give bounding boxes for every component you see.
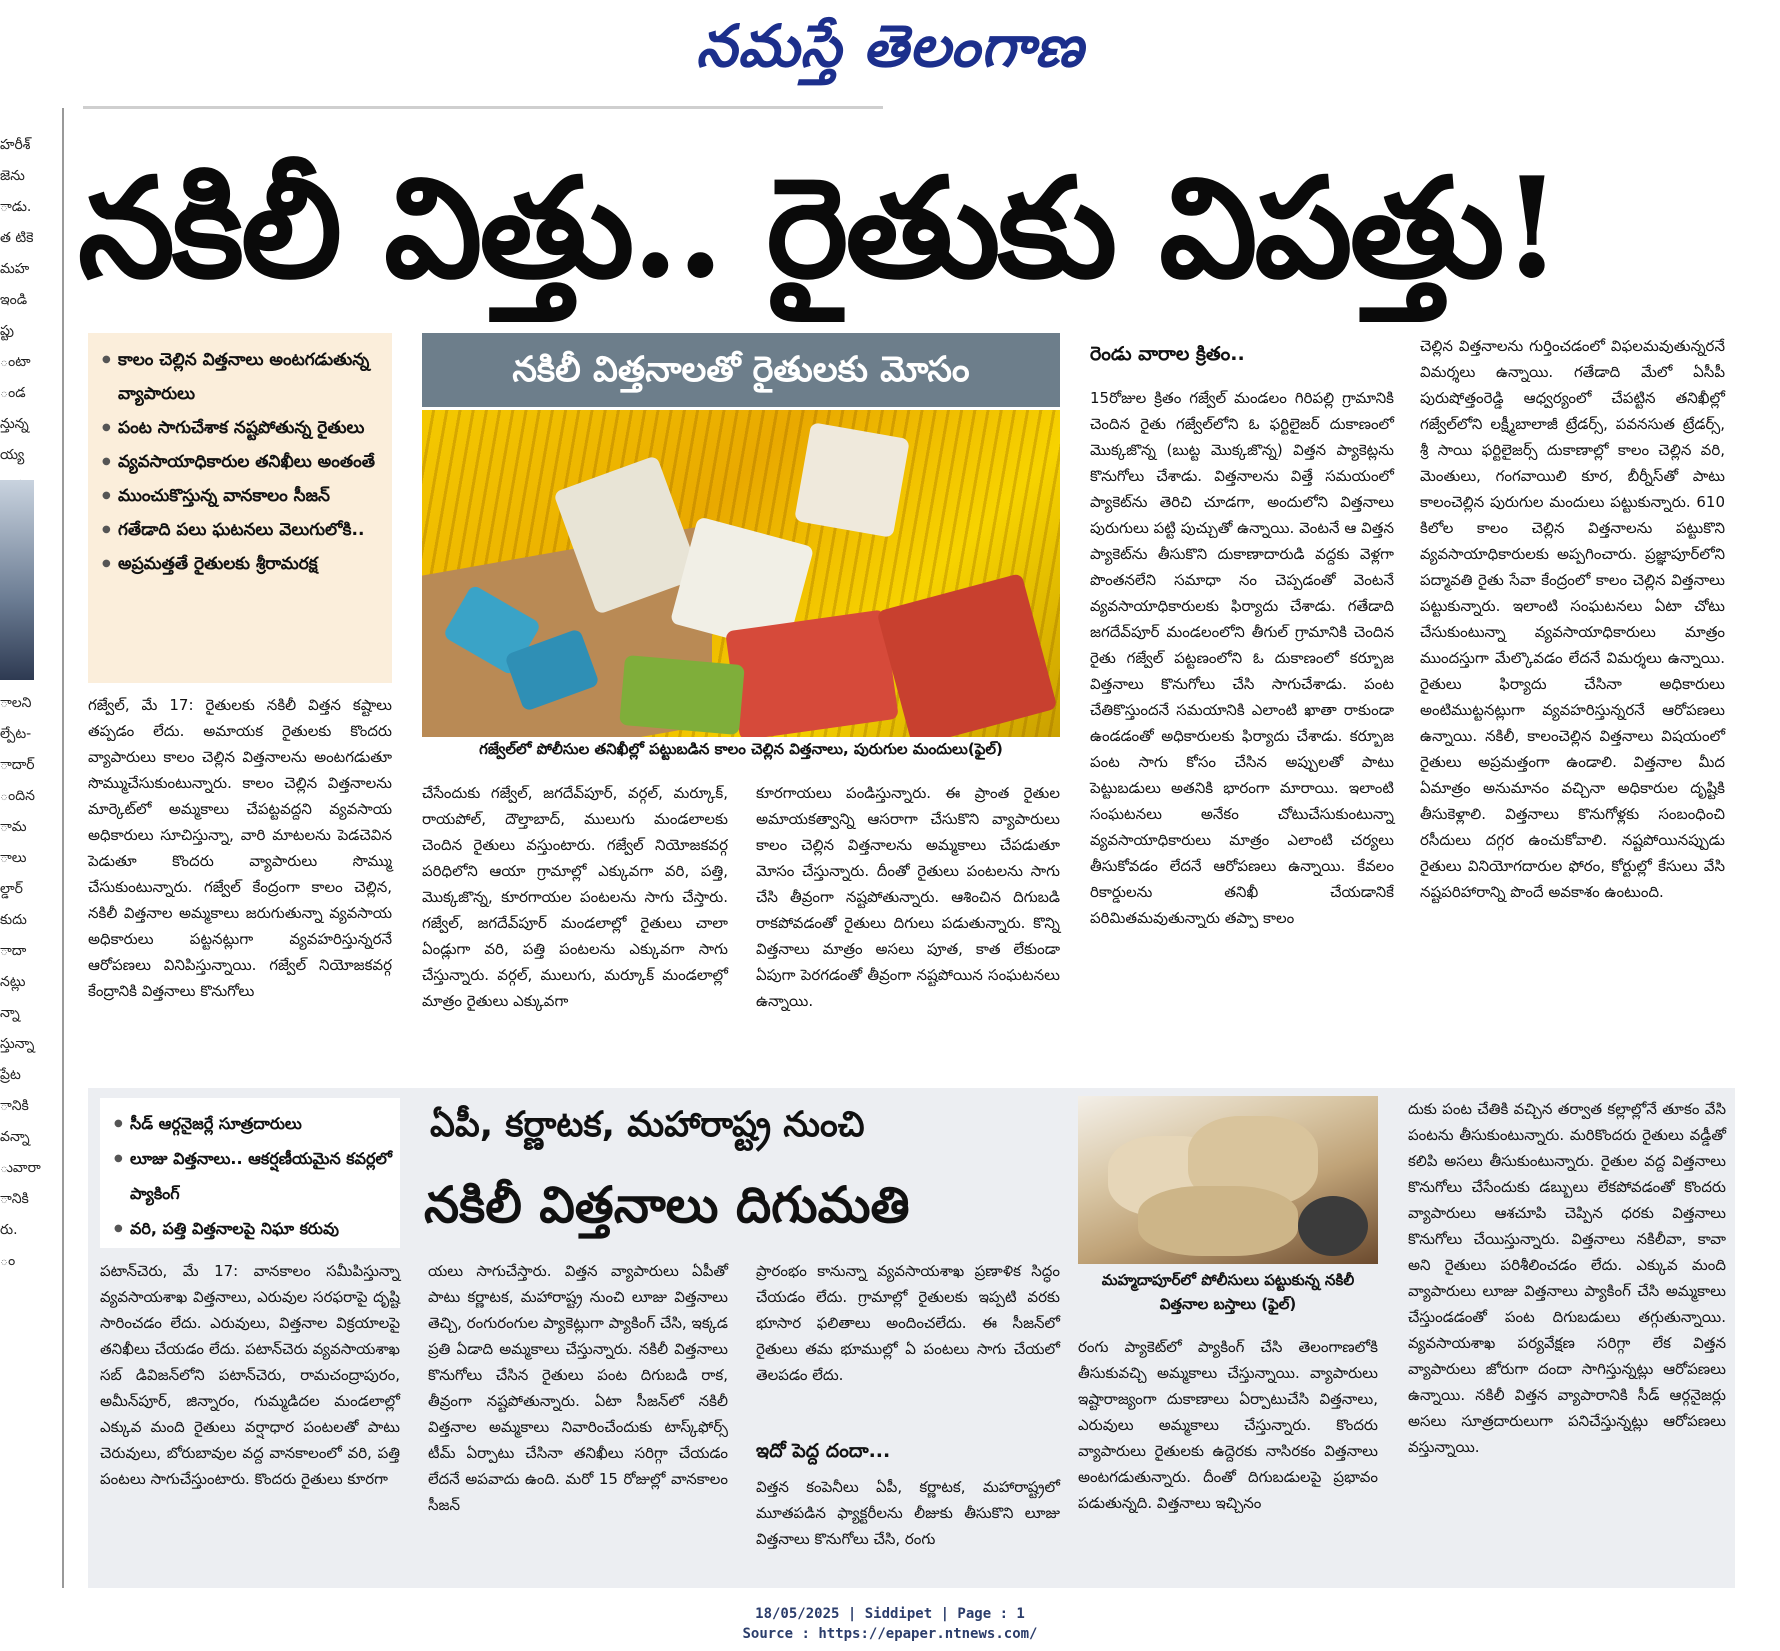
left-column-fragment: ంటా	[0, 354, 31, 370]
footer-source-line: Source : https://epaper.ntnews.com/	[742, 1626, 1038, 1642]
left-column-fragment: ాలని	[0, 695, 32, 711]
highlight-item: ● పంట సాగుచేశాక నష్టపోతున్న రైతులు	[118, 411, 382, 445]
left-column-fragment: మహ	[0, 261, 30, 277]
left-column-fragment: హరీశ్	[0, 137, 31, 153]
left-column-fragment: నట్లు	[0, 974, 26, 990]
highlights-box-2	[100, 1098, 400, 1248]
story2-column-1: పటాన్‌చెరు, మే 17: వానకాలం సమీపిస్తున్నా వ్యవసాయశాఖ విత్తనాలు, ఎరువుల సరఫరాపై దృష్టి సారించడం లేదు. ఎరువులు, విత్తనాల విక్రయాలపై తనిఖీలు చేయడం లేదు. పటాన్‌చెరు వ్యవసాయశాఖ సబ్ డివిజన్‌లోని పటాన్‌చెరు, రామచంద్రాపురం, అమీన్‌పూర్, జిన్నారం, గుమ్మడిదల మండలాల్లో ఎక్కువ మంది రైతులు వర్షాధార పంటలతో పాటు చెరువులు, బోరుబావుల వద్ద వానకాలంలో వరి, పత్తి పంటలు సాగుచేస్తుంటారు. కొందరు రైతులు కూరగా	[100, 1262, 400, 1488]
left-column-fragment: వన్నా	[0, 1129, 30, 1145]
highlight-item: ● సీడ్ ఆర్గనైజర్లే సూత్రదారులు	[130, 1106, 392, 1141]
left-column-fragment: ాడు.	[0, 199, 32, 215]
left-column-fragment: ాదార్	[0, 757, 35, 773]
photo-caption: గజ్వేల్‌లో పోలీసుల తనిఖీల్లో పట్టుబడిన కాలం చెల్లిన విత్తనాలు, పురుగుల మందులు(ఫైల్)	[479, 740, 1003, 758]
left-column-fragment: ానికి	[0, 1191, 29, 1207]
main-headline: నకిలీ విత్తు.. రైతుకు విపత్తు!	[78, 146, 1560, 309]
story1-column-5: చెల్లిన విత్తనాలను గుర్తించడంలో విఫలమవుతున్నరనే విమర్శలు ఉన్నాయి. గతేడాది మేలో ఏసీపీ పురుషోత్తంరెడ్డి ఆధ్వర్యంలో చేపట్టిన తనిఖీల్లో గజ్వేల్‌లోని లక్ష్మీబాలాజీ ట్రేడర్స్, పవనసుత ట్రేడర్స్, శ్రీ సాయి ఫర్టిలైజర్స్ దుకాణాల్లో కాలం చెల్లిన వరి, మెంతులు, గంగవాయిలి కూర, బీర్నీస్‌తో పాటు కాలంచెల్లిన పురుగుల మందులు పట్టుకున్నారు. 610 కిలోల కాలం చెల్లిన విత్తనాలను పట్టుకొని వ్యవసాయాధికారులకు అప్పగించారు. ప్రజ్ఞాపూర్‌లోని పద్మావతి రైతు సేవా కేంద్రంలో కాలం చెల్లిన విత్తనాలు పట్టుకున్నారు. ఇలాంటి సంఘటనలు ఏటా చోటు చేసుకుంటున్నా వ్యవసాయాధికారులు మాత్రం ముందస్తుగా మేల్కొవడం లేదనే విమర్శలు ఉన్నాయి. రైతులు ఫిర్యాదు చేసినా అధికారులు అంటిముట్టనట్లుగా వ్యవహరిస్తున్నరనే ఆరోపణలు ఉన్నాయి. నకిలీ, కాలంచెల్లిన విత్తనాలు విషయంలో రైతులు అప్రమత్తంగా ఉండాలి. విత్తనాల మీద ఏమాత్రం అనుమానం వచ్చినా అధికారుల దృష్టికి తీసుకెళ్లాలి. విత్తనాలు కొనుగోళ్లకు సంబంధించి రసీదులు దగ్గర ఉంచుకోవాలి. నష్టపోయినప్పుడు రైతులు వినియోగదారుల ఫోరం, కోర్టుల్లో కేసులు వేసి నష్టపరిహారాన్ని పొందే అవకాశం ఉంటుంది.	[1420, 337, 1725, 901]
left-column-fragment: స్తున్నా	[0, 1036, 35, 1052]
left-column-fragment: ం	[0, 1253, 16, 1269]
highlight-item: ● గతేడాది పలు ఘటనలు వెలుగులోకి..	[118, 513, 382, 547]
column-divider	[62, 108, 64, 1588]
left-column-fragment: ప్టు	[0, 323, 14, 339]
left-column-fragment: ువారా	[0, 1160, 41, 1176]
highlight-item: ● లూజు విత్తనాలు.. ఆకర్షణీయమైన కవర్లలో ప్యాకింగ్	[130, 1141, 392, 1211]
left-column-fragment: కుదు	[0, 912, 27, 928]
section-heading-2: ఇదో పెద్ద దందా...	[756, 1440, 891, 1462]
seized-seeds-photo	[422, 410, 1060, 737]
highlight-item: ● వ్యవసాయాధికారుల తనిఖీలు అంతంతే	[118, 445, 382, 479]
left-column-fragment: య్య	[0, 447, 25, 463]
story2-column-4: రంగు ప్యాకెట్‌లో ప్యాకింగ్ చేసి తెలంగాణలోకి తీసుకువచ్చి అమ్మకాలు చేస్తున్నాయి. వ్యాపారులు ఇష్టారాజ్యంగా దుకాణాలు ఏర్పాటుచేసి విత్తనాలు, ఎరువులు అమ్మకాలు చేస్తున్నారు. కొందరు వ్యాపారులు రైతులకు ఉద్దెరకు నాసిరకం విత్తనాలు అంటగడుతున్నారు. దీంతో దిగుబడులపై ప్రభావం పడుతున్నది. విత్తనాలు ఇచ్చినం	[1078, 1338, 1378, 1512]
story2-column-5: దుకు పంట చేతికి వచ్చిన తర్వాత కల్లాల్లోనే తూకం వేసి పంటను తీసుకుంటున్నారు. మరికొందరు రైతులు వడ్డీతో కలిపి అసలు తీసుకుంటున్నారు. రైతుల వద్ద విత్తనాలు కొనుగోలు చేసేందుకు డబ్బులు లేకపోవడంతో కొందరు వ్యాపారులు ఆశచూపి చెప్పిన ధరకు విత్తనాలు కొనుగోలు చేయిస్తున్నారు. విత్తనాలు నకిలీవా, కావా అని రైతులు పరిశీలించడం లేదు. ఎక్కువ మంది వ్యాపారులు లూజు విత్తనాలు ప్యాకింగ్ చేసి అమ్మకాలు చేస్తుండడంతో పంట దిగుబడులు తగ్గుతున్నాయి. వ్యవసాయశాఖ పర్యవేక్షణ సరిగ్గా లేక విత్తన వ్యాపారులు జోరుగా దందా సాగిస్తున్నట్లు ఆరోపణలు ఉన్నాయి. నకిలీ విత్తన వ్యాపారానికి సీడ్ ఆర్గనైజర్లు అసలు సూత్రదారులుగా పనిచేస్తున్నట్లు ఆరోపణలు వస్తున్నాయి.	[1408, 1100, 1726, 1456]
story1-column-3: కూరగాయలు పండిస్తున్నారు. ఈ ప్రాంత రైతుల అమాయకత్వాన్ని ఆసరాగా చేసుకొని వ్యాపారులు కాలం చెల్లిన విత్తనాలను అమ్మకాలు చేపడుతూ మోసం చేస్తున్నారు. దీంతో రైతులు పంటలను సాగు చేసి తీవ్రంగా నష్టపోతున్నారు. ఆశించిన దిగుబడి రాకపోవడంతో రైతులు దిగులు పడుతున్నారు. కొన్ని విత్తనాలు మాత్రం అసలు పూత, కాత లేకుండా ఏపుగా పెరగడంతో తీవ్రంగా నష్టపోయిన సంఘటనలు ఉన్నాయి.	[756, 784, 1060, 1010]
left-column-fragment: ఇండి	[0, 292, 28, 308]
left-column-fragment: న్నా	[0, 1005, 20, 1021]
top-divider	[83, 106, 883, 109]
highlight-item: ● కాలం చెల్లిన విత్తనాలు అంటగడుతున్న వ్యాపారులు	[118, 343, 382, 411]
footer-date-line: 18/05/2025 | Siddipet | Page : 1	[755, 1606, 1025, 1622]
left-column-fragment: ాదా	[0, 943, 27, 959]
left-column-fragment: న్తున్న	[0, 416, 29, 432]
left-column-photo	[0, 480, 34, 680]
section-heading: రెండు వారాల క్రితం..	[1090, 343, 1245, 365]
left-column-fragment: జెను	[0, 168, 25, 184]
left-column-fragments	[0, 130, 44, 1590]
seed-sacks-photo	[1078, 1096, 1378, 1264]
story2-column-3: ప్రారంభం కానున్నా వ్యవసాయశాఖ ప్రణాళిక సిద్ధం చేయడం లేదు. గ్రామాల్లో రైతులకు ఇప్పటి వరకు భూసార ఫలితాలు అందించలేదు. ఈ సీజన్‌లో రైతులు తమ భూముల్లో ఏ పంటలు సాగు చేయలో తెలపడం లేదు.	[756, 1262, 1060, 1384]
story2-column-3b: విత్తన కంపెనీలు ఏపీ, కర్ణాటక, మహారాష్ట్రలో మూతపడిన ఫ్యాక్టరీలను లీజుకు తీసుకొని లూజు విత్తనాలు కొనుగోలు చేసి, రంగు	[756, 1478, 1060, 1548]
story1-column-1: గజ్వేల్, మే 17: రైతులకు నకిలీ విత్తన కష్టాలు తప్పడం లేదు. అమాయక రైతులకు కొందరు వ్యాపారులు కాలం చెల్లిన విత్తనాలను అంటగడుతూ సొమ్ముచేసుకుంటున్నారు. కాలం చెల్లిన విత్తనాలను మార్కెట్‌లో అమ్మకాలు చేపట్టవద్దని వ్యవసాయ అధికారులు సూచిస్తున్నా, వారి మాటలను పెడచెవిన పెడుతూ కొందరు వ్యాపారులు సొమ్ము చేసుకుంటున్నారు. గజ్వేల్ కేంద్రంగా కాలం చెల్లిన, నకిలీ విత్తనాల అమ్మకాలు జరుగుతున్నా వ్యవసాయ అధికారులు పట్టనట్లుగా వ్యవహరిస్తున్నరనే ఆరోపణలు వినిపిస్తున్నాయి. గజ్వేల్ నియోజకవర్గ కేంద్రానికి విత్తనాలు కొనుగోలు	[88, 696, 392, 1000]
masthead-logo: నమస్తే తెలంగాణ	[696, 12, 1084, 80]
highlight-item: ● అప్రమత్తతే రైతులకు శ్రీరామరక్ష	[118, 547, 382, 581]
story1-column-4: 15రోజుల క్రితం గజ్వేల్ మండలం గిరిపల్లి గ్రామానికి చెందిన రైతు గజ్వేల్‌లోని ఓ ఫర్టిలైజర్ దుకాణంలో మొక్కజొన్న (బుట్ట మొక్కజొన్న) విత్తన ప్యాకెట్లను కొనుగోలు చేశాడు. విత్తనాలను విత్తే సమయంలో ప్యాకెట్‌ను తెరిచి చూడగా, అందులోని విత్తనాలు పురుగులు పట్టి పుచ్చుతో ఉన్నాయి. వెంటనే ఆ విత్తన ప్యాకెట్‌ను తీసుకొని దుకాణాదారుడి వద్దకు వెళ్లగా పొంతనలేని సమాధా నం చెప్పడంతో వెంటనే వ్యవసాయాధికారులకు ఫిర్యాదు చేశాడు. గతేడాది జగదేవ్‌పూర్ మండలంలోని తీగుల్ గ్రామానికి చెందిన రైతు గజ్వేల్ పట్టణంలోని ఓ దుకాణంలో కర్బూజ విత్తనాలు కొనుగోలు చేసి సాగుచేశాడు. పంట చేతికొస్తుందనే సమయానికి ఎలాంటి ఖాతా రాకుండా ఉండడంతో అధికారులకు ఫిర్యాదు చేశాడు. కర్బూజ పంట సాగు కోసం చేసిన అప్పులతో పాటు పెట్టుబడులు అతనికి భారంగా మారాయి. ఇలాంటి సంఘటనలు అనేకం చోటుచేసుకుంటున్నా వ్యవసాయాధికారులు మాత్రం ఎలాంటి చర్యలు తీసుకోవడం లేదనే ఆరోపణలు ఉన్నాయి. కేవలం రికార్డులను తనిఖీ చేయడానికే పరిమితమవుతున్నారు తప్పా కాలం	[1090, 389, 1394, 927]
photo-caption-2: మహ్మదాపూర్‌లో పోలీసులు పట్టుకున్న నకిలీ విత్తనాల బస్తాలు (ఫైల్)	[1101, 1271, 1355, 1313]
highlights-box	[88, 333, 392, 683]
highlight-item: ● వరి, పత్తి విత్తనాలపై నిఘా కరువు	[130, 1211, 392, 1246]
left-column-fragment: ానికి	[0, 1098, 29, 1114]
left-column-fragment: ల్పేట-	[0, 726, 32, 742]
left-column-fragment: ల్డార్	[0, 881, 23, 897]
left-column-fragment: ందిన	[0, 788, 35, 804]
story2-column-2: యలు సాగుచేస్తారు. విత్తన వ్యాపారులు ఏపీతో పాటు కర్ణాటక, మహారాష్ట్ర నుంచి లూజు విత్తనాలు తెచ్చి, రంగురంగుల ప్యాకెట్లుగా ప్యాకింగ్ చేసి, ఇక్కడ ప్రతి ఏడాది అమ్మకాలు చేస్తున్నారు. నకిలీ విత్తనాలు కొనుగోలు చేసిన రైతులు పంట దిగుబడి రాక, తీవ్రంగా నష్టపోతున్నారు. ఏటా సీజన్‌లో నకిలీ విత్తనాల అమ్మకాలు నివారించేందుకు టాస్క్‌ఫోర్స్ టీమ్ ఏర్పాటు చేసినా తనిఖీలు సరిగ్గా చేయడం లేదనే అపవాదు ఉంది. మరో 15 రోజుల్లో వానకాలం సీజన్	[428, 1262, 728, 1514]
subheadline-band: నకిలీ విత్తనాలతో రైతులకు మోసం	[422, 333, 1060, 407]
left-column-fragment: రు.	[0, 1222, 18, 1238]
left-column-fragment: ండ	[0, 385, 26, 401]
left-column-fragment: ాలు	[0, 850, 27, 866]
left-column-fragment: ామ	[0, 819, 27, 835]
page-footer	[0, 1604, 1780, 1644]
highlight-item: ● ముంచుకొస్తున్న వానకాలం సీజన్	[118, 479, 382, 513]
story2-kicker: ఏపీ, కర్ణాటక, మహారాష్ట్ర నుంచి	[430, 1105, 865, 1145]
story2-headline: నకిలీ విత్తనాలు దిగుమతి	[424, 1175, 910, 1234]
story1-column-2: చేసేందుకు గజ్వేల్, జగదేవ్‌పూర్, వర్గల్, మర్కూక్, రాయపోల్, దౌల్తాబాద్, ములుగు మండలాలకు చెందిన రైతులు వస్తుంటారు. గజ్వేల్ నియోజకవర్గ పరిధిలోని ఆయా గ్రామాల్లో ఎక్కువగా వరి, పత్తి, మొక్కజొన్న, కూరగాయల పంటలను సాగు చేస్తారు. గజ్వేల్, జగదేవ్‌పూర్ మండలాల్లో రైతులు చాలా ఏండ్లుగా వరి, పత్తి పంటలను ఎక్కువగా సాగు చేస్తున్నారు. వర్గల్, ములుగు, మర్కూక్ మండలాల్లో మాత్రం రైతులు ఎక్కువగా	[422, 784, 728, 1010]
left-column-fragment: ప్రేట	[0, 1067, 21, 1083]
left-column-fragment: త టికె	[0, 230, 34, 246]
